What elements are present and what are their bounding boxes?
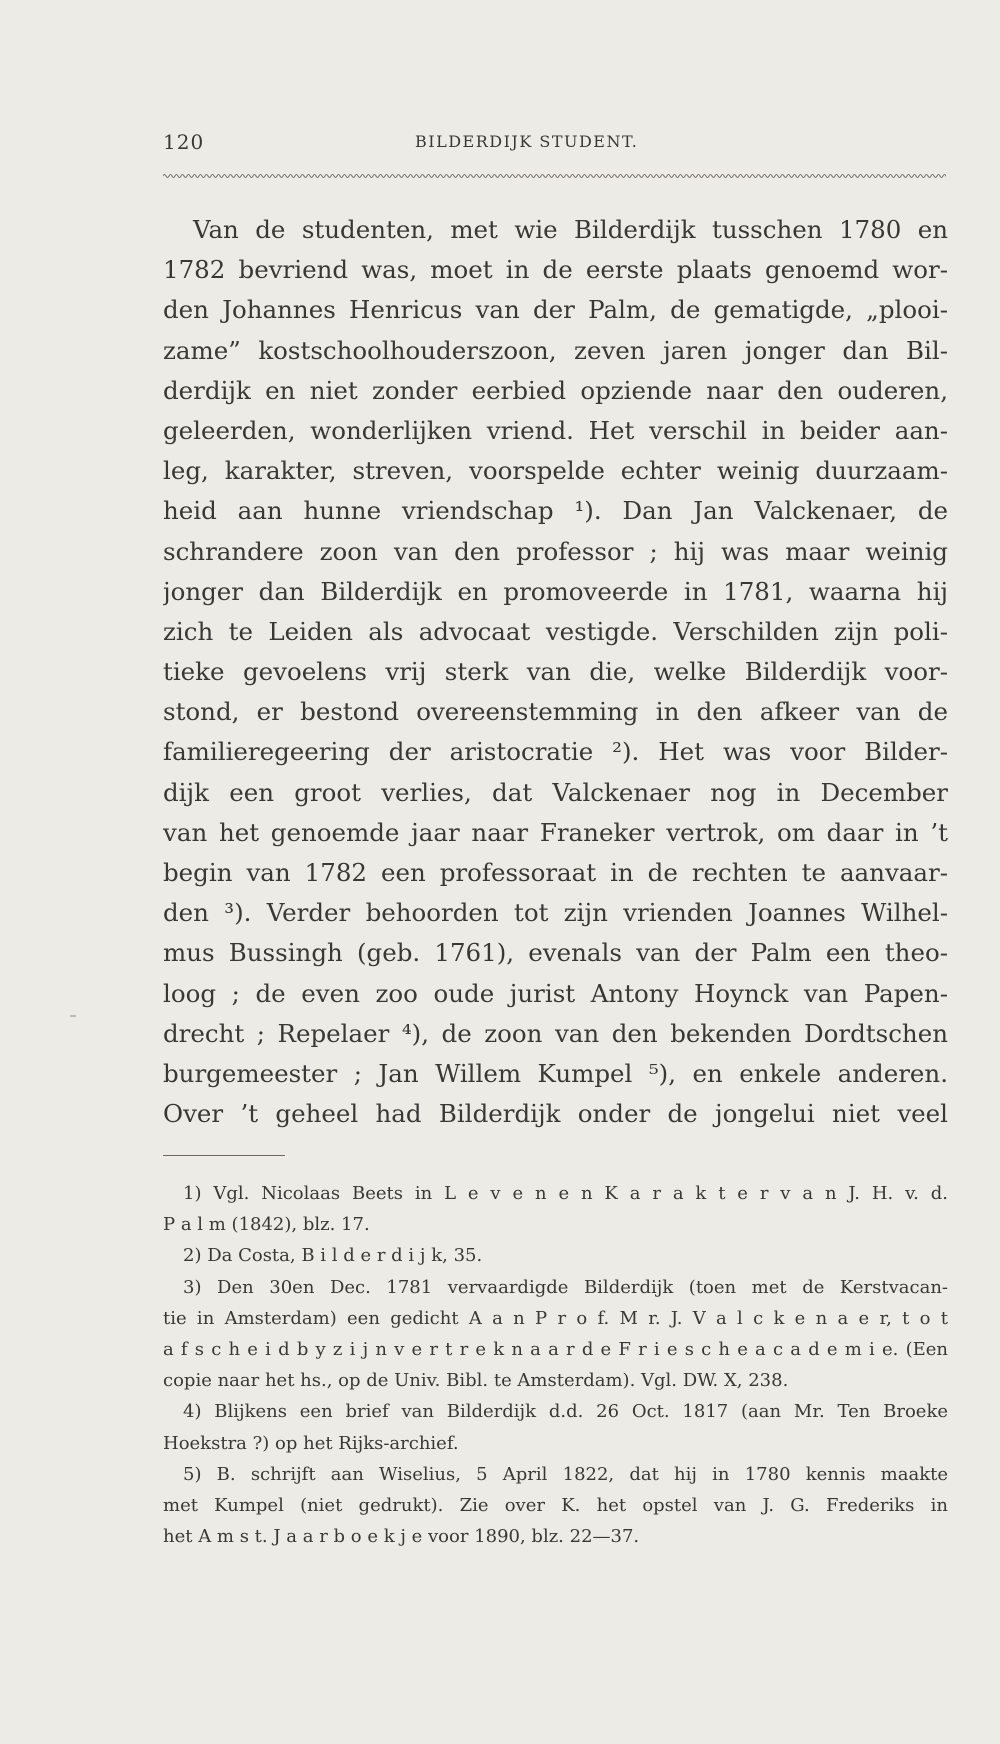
body-text bbox=[163, 210, 948, 1134]
text-line: loog ; de even zoo oude jurist Antony Hoynck van Papen- bbox=[163, 978, 948, 1008]
paper-speck bbox=[70, 1015, 76, 1017]
footnote-line: 5) B. schrijft aan Wiselius, 5 April 1822, dat hij in 1780 kennis maakte bbox=[183, 1463, 948, 1485]
text-line: dijk een groot verlies, dat Valckenaer nog in December bbox=[163, 777, 948, 807]
text-line: drecht ; Repelaer ⁴), de zoon van den bekenden Dordtschen bbox=[163, 1018, 948, 1048]
text-line: leg, karakter, streven, voorspelde echter weinig duurzaam- bbox=[163, 456, 948, 486]
running-head: BILDERDIJK STUDENT. bbox=[415, 132, 639, 151]
text-line: begin van 1782 een professoraat in de rechten te aanvaar- bbox=[163, 858, 948, 887]
footnote-line: het A m s t. J a a r b o e k j e voor 1890, blz. 22—37. bbox=[163, 1526, 640, 1548]
footnote-line: 4) Blijkens een brief van Bilderdijk d.d. 26 Oct. 1817 (aan Mr. Ten Broeke bbox=[183, 1401, 948, 1423]
footnote-line: copie naar het hs., op de Univ. Bibl. te Amsterdam). Vgl. DW. X, 238. bbox=[163, 1370, 789, 1392]
text-line: geleerden, wonderlijken vriend. Het verschil in beider aan- bbox=[163, 415, 948, 445]
footnote-line: 1) Vgl. Nicolaas Beets in L e v e n e n K a r a k t e r v a n J. H. v. d. bbox=[183, 1183, 948, 1204]
text-line: Over ’t geheel had Bilderdijk onder de jongelui niet veel bbox=[163, 1099, 948, 1129]
text-line: burgemeester ; Jan Willem Kumpel ⁵), en enkele anderen. bbox=[163, 1058, 948, 1088]
footnote-line: 3) Den 30en Dec. 1781 vervaardigde Bilderdijk (toen met de Kerstvacan- bbox=[183, 1276, 948, 1298]
text-line: zame” kostschoolhouderszoon, zeven jaren jonger dan Bil- bbox=[163, 335, 948, 365]
text-line: jonger dan Bilderdijk en promoveerde in 1781, waarna hij bbox=[163, 576, 948, 606]
text-line: den ³). Verder behoorden tot zijn vrienden Joannes Wilhel- bbox=[163, 898, 948, 928]
footnote-line: P a l m (1842), blz. 17. bbox=[163, 1214, 370, 1236]
text-line: den Johannes Henricus van der Palm, de gematigde, „plooi- bbox=[163, 295, 948, 325]
text-line: heid aan hunne vriendschap ¹). Dan Jan Valckenaer, de bbox=[163, 496, 948, 526]
footnote-line: Hoekstra ?) op het Rijks-archief. bbox=[163, 1432, 459, 1454]
text-line: 1782 bevriend was, moet in de eerste plaats genoemd wor- bbox=[163, 255, 948, 285]
text-line: familieregeering der aristocratie ²). Het was voor Bilder- bbox=[163, 737, 948, 767]
page-number: 120 bbox=[163, 130, 205, 154]
footnote-line: a f s c h e i d b y z i j n v e r t r e k n a a r d e F r i e s c h e a c a d e m i e. (Een bbox=[163, 1338, 948, 1360]
footnote-line: tie in Amsterdam) een gedicht A a n P r o f. M r. J. V a l c k e n a e r, t o t bbox=[163, 1307, 948, 1329]
text-line: mus Bussingh (geb. 1761), evenals van der Palm een theo- bbox=[163, 938, 948, 968]
wavy-rule-ornament bbox=[163, 170, 946, 182]
page-header bbox=[163, 130, 948, 160]
text-line: derdijk en niet zonder eerbied opziende naar den ouderen, bbox=[163, 375, 948, 405]
text-line: zich te Leiden als advocaat vestigde. Verschilden zijn poli- bbox=[163, 616, 948, 646]
footnote-separator bbox=[163, 1155, 285, 1156]
text-line: Van de studenten, met wie Bilderdijk tusschen 1780 en bbox=[193, 215, 948, 244]
text-line: tieke gevoelens vrij sterk van die, welke Bilderdijk voor- bbox=[163, 657, 948, 687]
footnotes bbox=[163, 1178, 948, 1552]
footnote-line: 2) Da Costa, B i l d e r d i j k, 35. bbox=[183, 1245, 483, 1267]
text-line: schrandere zoon van den professor ; hij was maar weinig bbox=[163, 536, 948, 566]
text-line: stond, er bestond overeenstemming in den afkeer van de bbox=[163, 697, 948, 727]
footnote-line: met Kumpel (niet gedrukt). Zie over K. het opstel van J. G. Frederiks in bbox=[163, 1494, 948, 1516]
text-line: van het genoemde jaar naar Franeker vertrok, om daar in ’t bbox=[163, 817, 948, 847]
